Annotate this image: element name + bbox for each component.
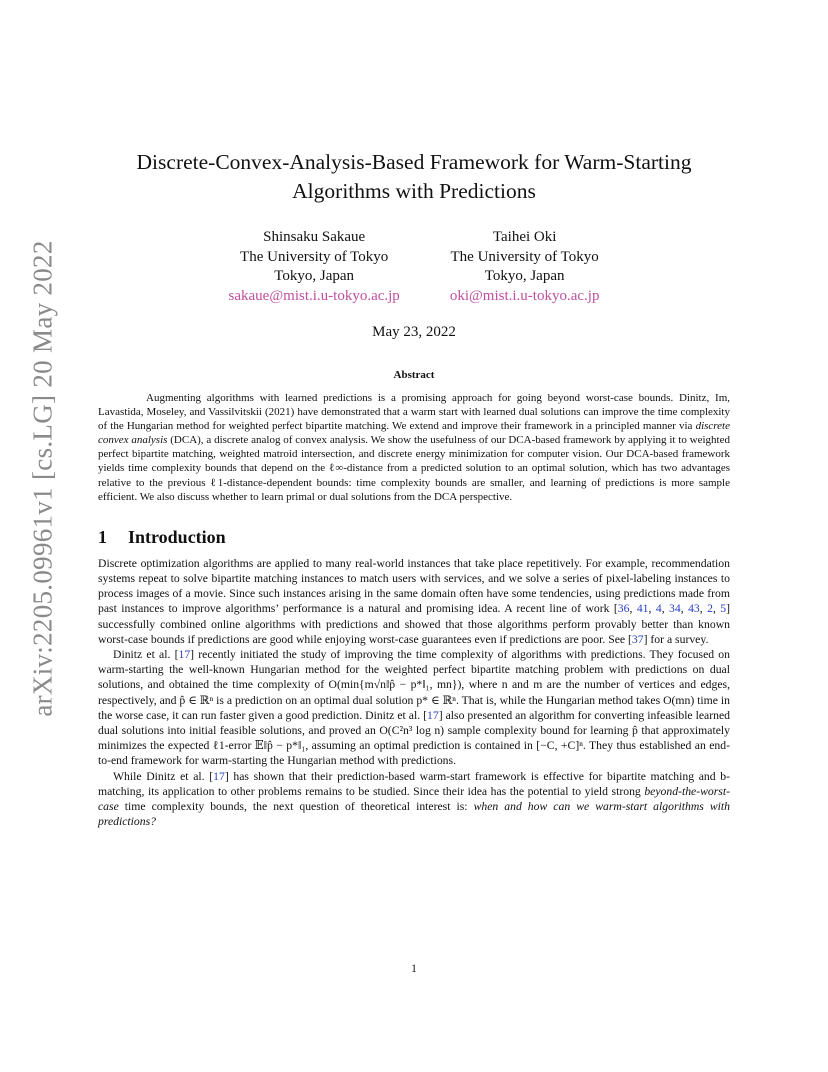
citation-link[interactable]: 34 (669, 602, 681, 616)
citation-link[interactable]: 2 (707, 602, 713, 616)
arxiv-identifier-stamp (8, 239, 78, 717)
section-body (98, 556, 730, 830)
author-affiliation: The University of Tokyo (240, 248, 389, 265)
author-2 (450, 228, 600, 306)
text-run: ] for a survey. (643, 632, 709, 646)
author-name: Shinsaku Sakaue (263, 229, 366, 245)
citation-link[interactable]: 17 (427, 708, 439, 722)
paragraph-1: Discrete optimization algorithms are applied to many real-world instances that take place repetitively. For example, recommendation systems repeat to solve bipartite matching instances to match users with services, and we solve a series of pixel-labeling instances to process images of a movie. Since such instances arising in the same domain often have some tendencies, using predictions made from past instances to improve algorithms’ performance is a natural and promising idea. A recent line of work [36, 41, 4, 34, 43, 2, 5] successfully combined online algorithms with predictions and showed that those algorithms perform provably better than known worst-case bounds if predictions are good while enjoying worst-case guarantees even if predictions are poor. See [37] for a survey. (98, 556, 731, 646)
text-run: Discrete optimization algorithms are applied to many real-world instances that take place repetitively. For example, recommendation systems repeat to solve bipartite matching instances to match users with services, and we solve a series of pixel-labeling instances to process images of a movie. Since such instances arising in the same domain often have some tendencies, using predictions made from past instances to improve algorithms’ performance is a natural and promising idea. A recent line of work [ (98, 556, 730, 616)
publication-date: May 23, 2022 (372, 324, 456, 340)
text-run: Dinitz et al. [ (113, 647, 179, 661)
citation-link[interactable]: 4 (655, 602, 662, 616)
text-run: ] recently initiated the study of improving the time complexity of algorithms with predictions. They focused on warm-starting the well-known Hungarian method for the weighted perfect bipartite matching problem with predictions on dual solutions, and obtained the time complexity of O(min{m√n‖p̂ − p*‖₁, mn}), where n and m are the number of vertices and edges, respectively, and p̂ ∈ ℝⁿ is a prediction on an optimal dual solution p* ∈ ℝⁿ. That is, while the Hungarian method takes O(mn) time in the worse case, it can run faster given a good prediction. Dinitz et al. [ (98, 647, 730, 722)
abstract-text (98, 391, 730, 504)
section-heading (98, 527, 730, 548)
author-email-link[interactable]: sakaue@mist.i.u-tokyo.ac.jp (228, 287, 400, 304)
author-affiliation: The University of Tokyo (450, 248, 599, 265)
abstract-part: (DCA), a discrete analog of convex analysis. We show the usefulness of our DCA-based framework by applying it to weighted perfect bipartite matching, weighted matroid intersection, and discrete energy minimization for computer vision. Our DCA-based framework yields time complexity bounds that depend on the ℓ∞-distance from a predicted solution to an optimal solution, which has two advantages relative to the previous ℓ1-distance-dependent bounds: time complexity bounds are smaller, and learning of predictions is more sample efficient. We also discuss whether to learn primal or dual solutions from the DCA perspective. (98, 434, 730, 503)
author-name: Taihei Oki (492, 229, 557, 245)
arxiv-id-text: arXiv:2205.09961v1 [cs.LG] 20 May 2022 (27, 239, 58, 717)
text-run: While Dinitz et al. [ (113, 769, 214, 783)
paragraph-2 (98, 647, 730, 769)
citation-link[interactable]: 41 (636, 602, 649, 616)
paper-title: Discrete-Convex-Analysis-Based Framework for Warm-Starting Algorithms with Predictions (136, 150, 692, 203)
section-number: 1 (98, 526, 107, 547)
author-location: Tokyo, Japan (484, 268, 565, 284)
text-run: time complexity bounds, the next question of theoretical interest is: (118, 800, 474, 813)
author-email-link[interactable]: oki@mist.i.u-tokyo.ac.jp (449, 287, 600, 304)
author-block (98, 228, 730, 306)
abstract-emphasis: discrete convex analysis (98, 420, 730, 447)
paper-page (98, 148, 730, 829)
abstract-part: Augmenting algorithms with learned predictions is a promising approach for going beyond worst-case bounds. Dinitz, Im, Lavastida, Moseley, and Vassilvitskii (2021) have demonstrated that a warm start with learned dual solutions can improve the time complexity of the Hungarian method for weighted perfect bipartite matching. We extend and improve their framework in a principled manner via (98, 392, 730, 433)
citation-link[interactable]: 17 (178, 647, 191, 661)
citation-link[interactable]: 17 (213, 769, 225, 783)
text-run: ] also presented an algorithm for converting infeasible learned dual solutions into initial feasible solutions, and proved an O(C²n³ log n) sample complexity bound for learning p̂ that approximately minimizes the expected ℓ1-error 𝔼‖p̂ − p*‖₁, assuming an optimal prediction is contained in [−C, +C]ⁿ. They thus established an end-to-end framework for warm-starting the Hungarian method with predictions. (98, 708, 730, 768)
text-run: ] successfully combined online algorithms with predictions and showed that those algorithms perform provably better than known worst-case bounds if predictions are good while enjoying worst-case guarantees even if predictions are poor. See [ (98, 602, 731, 646)
author-location: Tokyo, Japan (274, 268, 355, 284)
author-1 (229, 228, 400, 306)
paragraph-3 (98, 769, 730, 830)
citation-link[interactable]: 43 (688, 602, 700, 616)
text-run: ] has shown that their prediction-based warm-start framework is effective for bipartite matching and b-matching, its application to other problems remains to be studied. Since their idea has the potential to yield strong (98, 769, 730, 798)
citation-link[interactable]: 36 (617, 602, 630, 616)
abstract-heading: Abstract (393, 369, 435, 381)
emphasis: when and how can we warm-start algorithms with predictions? (98, 800, 730, 829)
citation-link[interactable]: 37 (631, 632, 644, 646)
citation-link[interactable]: 5 (720, 602, 727, 616)
page-number: 1 (411, 963, 417, 975)
section-title: Introduction (128, 526, 226, 547)
emphasis: beyond-the-worst-case (98, 784, 730, 813)
